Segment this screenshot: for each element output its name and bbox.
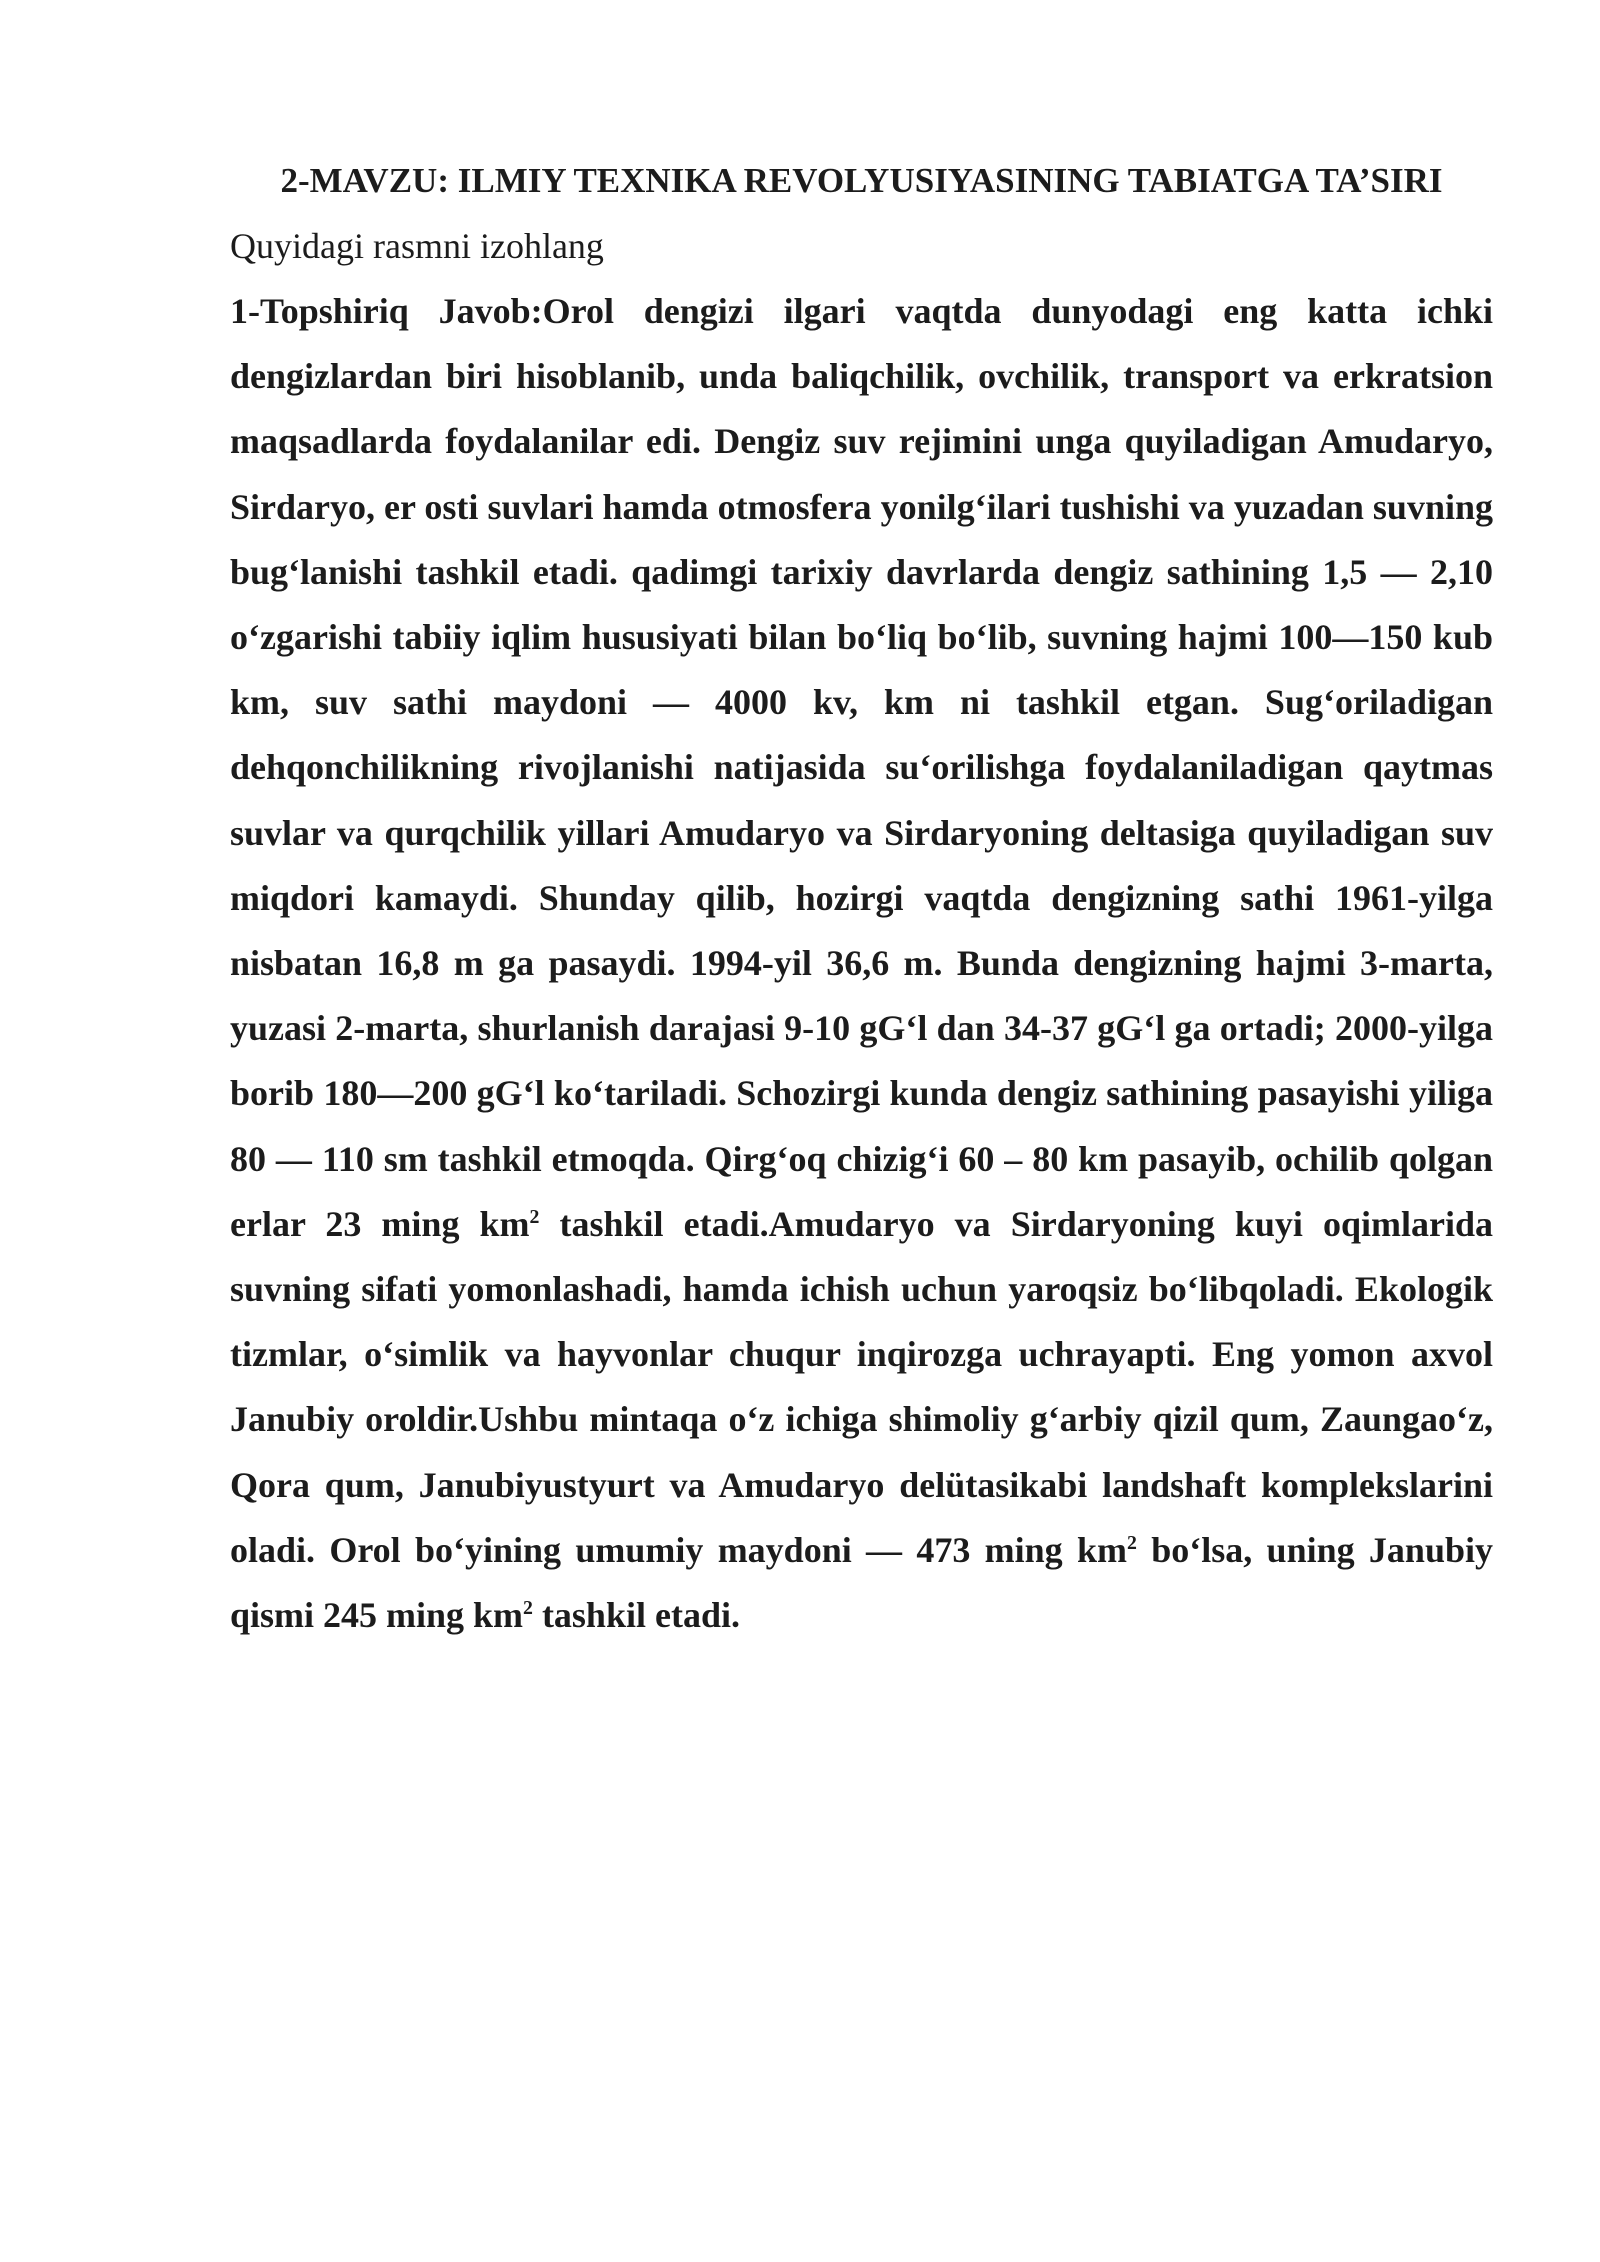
document-title: 2-MAVZU: ILMIY TEXNIKA REVOLYUSIYASINING TABIATGA TA’SIRI [280, 161, 1443, 200]
superscript-square: 2 [1127, 1532, 1137, 1554]
superscript-square: 2 [529, 1205, 540, 1228]
answer-text-part-2: tashkil etadi.Amudaryo va Sirdaryoning kuyi oqimlarida suvning sifati yomonlashadi, hamda ichish uchun yaroqsiz bo‘libqoladi. Ekologik tizmlar, o‘simlik va hayvonlar chuqur inqirozga uchrayapti. Eng yomon axvol Janubiy oroldir.Ushbu mintaqa o‘z ichiga shimoliy g‘arbiy qizil qum, Zaungao‘z, Qora qum, Janubiyustyurt va Amudaryo delütasikabi landshaft komplekslarini oladi. Orol bo‘yining umumiy maydoni — 473 ming km [230, 1203, 1493, 1570]
superscript-square: 2 [523, 1597, 533, 1620]
answer-text-part-1: 1-Topshiriq Javob:Orol dengizi ilgari vaqtda dunyodagi eng katta ichki dengizlardan biri hisoblanib, unda baliqchilik, ovchilik, transport va erkratsion maqsadlarda foydalanilar edi. Dengiz suv rejimini unga quyiladigan Amudaryo, Sirdaryo, er osti suvlari hamda otmosfera yonilg‘ilari tushishi va yuzadan suvning bug‘lanishi tashkil etadi. qadimgi tarixiy davrlarda dengiz sathining 1,5 — 2,10 o‘zgarishi tabiiy iqlim hususiyati bilan bo‘liq bo‘lib, suvning hajmi 100—150 kub km, suv sathi maydoni — 4000 kv, km ni tashkil etgan. Sug‘oriladigan dehqonchilikning rivojlanishi natijasida su‘orilishga foydalaniladigan qaytmas suvlar va qurqchilik yillari Amudaryo va Sirdaryoning deltasiga quyiladigan suv miqdori kamaydi. Shunday qilib, hozirgi vaqtda dengizning sathi 1961-yilga nisbatan 16,8 m ga pasaydi. 1994-yil 36,6 m. Bunda dengizning hajmi 3-marta, yuzasi 2-marta, shurlanish darajasi 9-10 gG‘l dan 34-37 gG‘l ga ortadi; 2000-yilga borib 180—200 gG‘l ko‘tariladi. Schozirgi kunda dengiz sathining pasayishi yiliga 80 — 110 sm tashkil etmoqda. Qirg‘oq chizig‘i 60 – 80 km pasayib, ochilib qolgan erlar 23 ming km [230, 291, 1493, 1244]
answer-text-part-4: tashkil etadi. [532, 1595, 740, 1636]
instruction-text: Quyidagi rasmni izohlang [230, 226, 604, 266]
answer-text-part-3: bo‘lsa, uning Janubiy qismi 245 ming km [230, 1529, 1494, 1636]
answer-paragraph [230, 279, 1493, 1648]
document-page [230, 148, 1493, 1648]
